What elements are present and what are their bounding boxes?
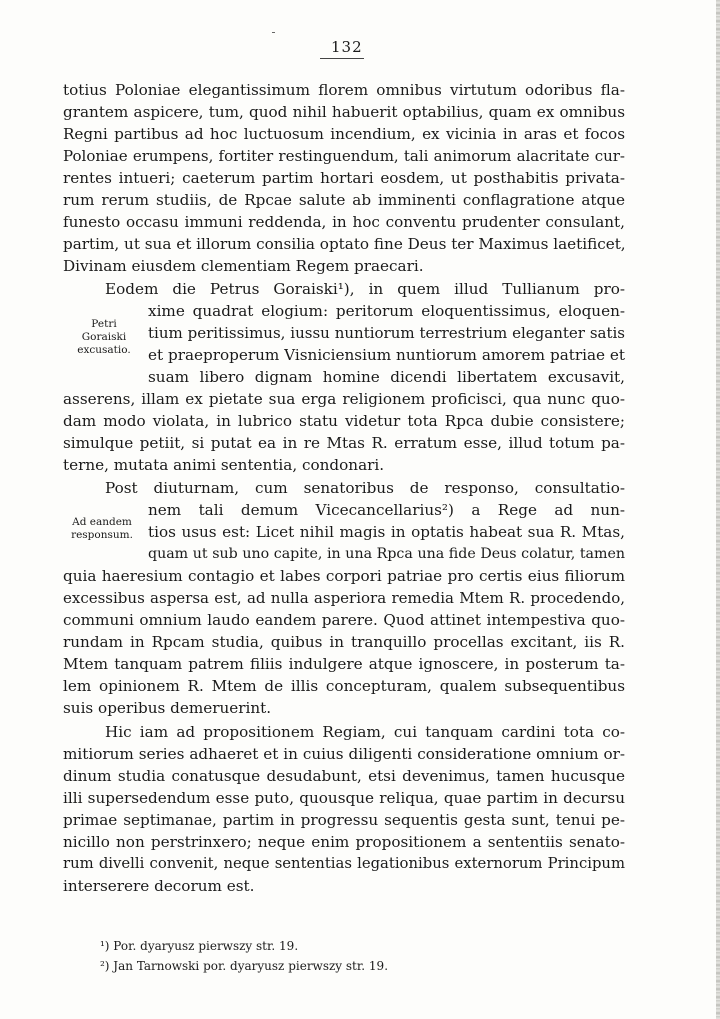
margin-note-line: Ad eandem (72, 516, 132, 528)
text-line: excessibus aspersa est, ad nulla asperiora remedia Mtem R. procedendo, (63, 589, 625, 607)
footnote: ²) Jan Tarnowski por. dyaryusz pierwszy str. 19. (100, 959, 389, 973)
text-line: suam libero dignam homine dicendi libertatem excusavit, (148, 368, 625, 386)
page-edge (716, 0, 720, 1019)
margin-note-goraiski (64, 318, 144, 357)
margin-note-line: Goraiski (81, 331, 127, 343)
text-line: lem opinionem R. Mtem de illis concepturam, qualem subsequentibus (63, 677, 625, 695)
mark (272, 32, 275, 33)
text-line: Regni partibus ad hoc luctuosum incendium, ex vicinia in aras et focos (63, 125, 625, 143)
text-line: Poloniae erumpens, fortiter restinguendum, tali animorum alacritate cur- (63, 147, 625, 165)
text-line: funesto occasu immuni reddenda, in hoc conventu prudenter consulant, (63, 213, 625, 231)
text-line: rum divelli convenit, neque sententias legationibus externorum Principum (63, 855, 625, 872)
margin-note-line: excusatio. (77, 344, 131, 356)
text-line: totius Poloniae elegantissimum florem omnibus virtutum odoribus fla- (63, 81, 625, 99)
text-line: suis operibus demeruerint. (63, 699, 272, 717)
margin-note-responsum (62, 516, 142, 542)
margin-note-line: responsum. (71, 529, 133, 541)
text-line: tium peritissimus, iussu nuntiorum terrestrium eleganter satis (148, 324, 625, 342)
text-line: grantem aspicere, tum, quod nihil habuerit optabilius, quam ex omnibus (63, 103, 625, 121)
text-line: rundam in Rpcam studia, quibus in tranquillo procellas excitant, iis R. (63, 633, 625, 651)
text-line: communi omnium laudo eandem parere. Quod attinet intempestiva quo- (63, 611, 625, 629)
text-line: Mtem tanquam patrem filiis indulgere atque ignoscere, in posterum ta- (63, 655, 625, 673)
text-line: nicillo non perstrinxero; neque enim propositionem a sententiis senato- (63, 833, 625, 851)
text-line: et praeproperum Visniciensium nuntiorum amorem patriae et (148, 346, 625, 364)
text-line: illi supersedendum esse puto, quousque reliqua, quae partim in decursu (63, 789, 625, 807)
text-line: primae septimanae, partim in progressu sequentis gesta sunt, tenui pe- (63, 811, 625, 829)
text-line: simulque petiit, si putat ea in re Mtas R. erratum esse, illud totum pa- (63, 434, 625, 452)
text-line: asserens, illam ex pietate sua erga religionem proficisci, qua nunc quo- (63, 390, 625, 408)
text-line: interserere decorum est. (63, 877, 255, 895)
footnote: ¹) Por. dyaryusz pierwszy str. 19. (100, 939, 299, 953)
text-line: nem tali demum Vicecancellarius²) a Rege ad nun- (148, 501, 625, 519)
text-line: Eodem die Petrus Goraiski¹), in quem illud Tullianum pro- (105, 280, 625, 298)
text-line: mitiorum series adhaeret et in cuius diligenti consideratione omnium or- (63, 745, 625, 763)
text-line: xime quadrat elogium: peritorum eloquentissimus, eloquen- (148, 302, 625, 320)
page-number-rule (320, 58, 364, 59)
text-line: partim, ut sua et illorum consilia optato fine Deus ter Maximus laetificet, (63, 235, 626, 253)
text-line: dam modo violata, in lubrico statu videtur tota Rpca dubie consistere; (63, 412, 625, 430)
text-line: Post diuturnam, cum senatoribus de responso, consultatio- (105, 479, 625, 497)
text-line: terne, mutata animi sententia, condonari. (63, 456, 385, 474)
text-line: tios usus est: Licet nihil magis in optatis habeat sua R. Mtas, (148, 523, 625, 541)
text-line: quia haeresium contagio et labes corpori patriae pro certis eius filiorum (63, 567, 625, 585)
text-line: Hic iam ad propositionem Regiam, cui tanquam cardini tota co- (105, 723, 625, 741)
text-line: rum rerum studiis, de Rpcae salute ab imminenti conflagratione atque (63, 191, 625, 209)
text-line: Divinam eiusdem clementiam Regem praecari. (63, 257, 424, 275)
page-number: 132 (331, 38, 363, 56)
text-line: rentes intueri; caeterum partim hortari eosdem, ut posthabitis privata- (63, 169, 625, 187)
text-line: quam ut sub uno capite, in una Rpca una fide Deus colatur, tamen (148, 546, 625, 562)
margin-note-line: Petri (91, 318, 117, 330)
text-line: dinum studia conatusque desudabunt, etsi devenimus, tamen hucusque (63, 767, 625, 785)
